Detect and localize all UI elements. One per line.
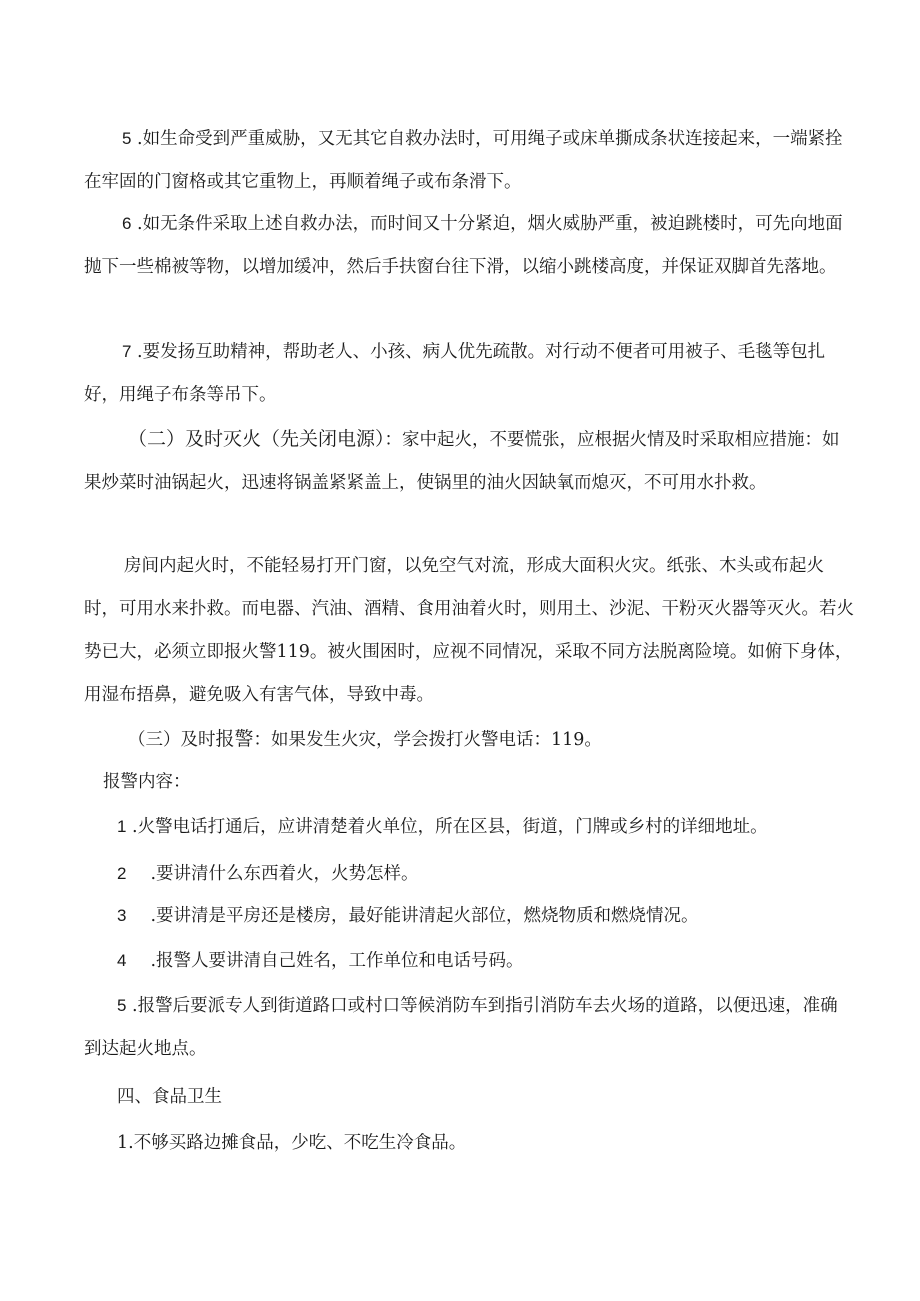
room-fire-paragraph (84, 545, 854, 717)
item-6-text: .如无条件采取上述自救办法，而时间又十分紧迫，烟火威胁严重，被迫跳楼时，可先向地面抛下一些棉被等物，以增加缓冲，然后手扶窗台往下滑，以缩小跳楼高度，并保证双脚首先落地。 (84, 214, 843, 277)
report-item-1 (84, 805, 854, 849)
section-3-heading: 报警 (215, 728, 254, 750)
section-2-heading: （二）及时灭火（先关闭电源） (128, 428, 385, 450)
item-6-number: 6 (122, 214, 132, 233)
report-item-4 (84, 939, 854, 983)
item-6 (84, 202, 854, 289)
report-item-1-number: 1 (117, 817, 127, 836)
section-2-paragraph (84, 418, 854, 505)
report-title-text: 报警内容： (103, 772, 191, 792)
section-2-text: ：家中起火，不要慌张，应根据火情及时采取相应措施：如果炒菜时油锅起火，迅速将锅盖紧紧盖上，使锅里的油火因缺氧而熄灭，不可用水扑救。 (84, 430, 840, 493)
section-3-paragraph (84, 718, 854, 762)
item-5-number: 5 (122, 129, 132, 148)
report-item-1-text: .火警电话打通后，应讲清楚着火单位，所在区县，街道，门牌或乡村的详细地址。 (126, 817, 768, 837)
report-item-3-number: 3 (117, 906, 127, 925)
report-title (103, 761, 873, 804)
item-7-text: .要发扬互助精神，帮助老人、小孩、病人优先疏散。对行动不便者可用被子、毛毯等包扎好，用绳子布条等吊下。 (84, 342, 826, 405)
section-4-text: 四、食品卫生 (117, 1087, 222, 1107)
report-item-3-text: .要讲清是平房还是楼房，最好能讲清起火部位，燃烧物质和燃烧情况。 (150, 906, 699, 926)
item-7 (84, 330, 854, 417)
item-5 (84, 117, 854, 204)
room-fire-text: 房间内起火时，不能轻易打开门窗，以免空气对流，形成大面积火灾。纸张、木头或布起火时，可用水来扑救。而电器、汽油、酒精、食用油着火时，则用土、沙泥、干粉灭火器等灭火。若火势已大，必须立即报火警119。被火围困时，应视不同情况，采取不同方法脱离险境。如俯下身体，用湿布捂鼻，避免吸入有害气体，导致中毒。 (84, 556, 854, 705)
section-3-text: ：如果发生火灾，学会拨打火警电话：119。 (253, 730, 602, 750)
report-item-3 (84, 894, 854, 938)
report-item-2-number: 2 (117, 864, 127, 883)
section-3-prefix: （三）及时 (128, 730, 216, 750)
report-item-4-number: 4 (117, 951, 127, 970)
report-item-2-text: .要讲清什么东西着火，火势怎样。 (150, 864, 419, 884)
item-5-text: .如生命受到严重威胁，又无其它自救办法时，可用绳子或床单撕成条状连接起来，一端紧拴在牢固的门窗格或其它重物上，再顺着绳子或布条滑下。 (84, 129, 843, 192)
report-item-4-text: .报警人要讲清自己姓名，工作单位和电话号码。 (150, 951, 524, 971)
report-item-2 (84, 852, 854, 896)
food-item-1-text: 1.不够买路边摊食品，少吃、不吃生冷食品。 (117, 1133, 467, 1153)
report-item-5-number: 5 (117, 996, 127, 1015)
report-item-5-text: .报警后要派专人到街道路口或村口等候消防车到指引消防车去火场的道路，以便迅速，准确到达起火地点。 (84, 996, 838, 1059)
item-7-number: 7 (122, 342, 132, 361)
report-item-5 (84, 984, 854, 1071)
food-item-1 (117, 1122, 887, 1165)
section-4-heading (117, 1076, 887, 1119)
